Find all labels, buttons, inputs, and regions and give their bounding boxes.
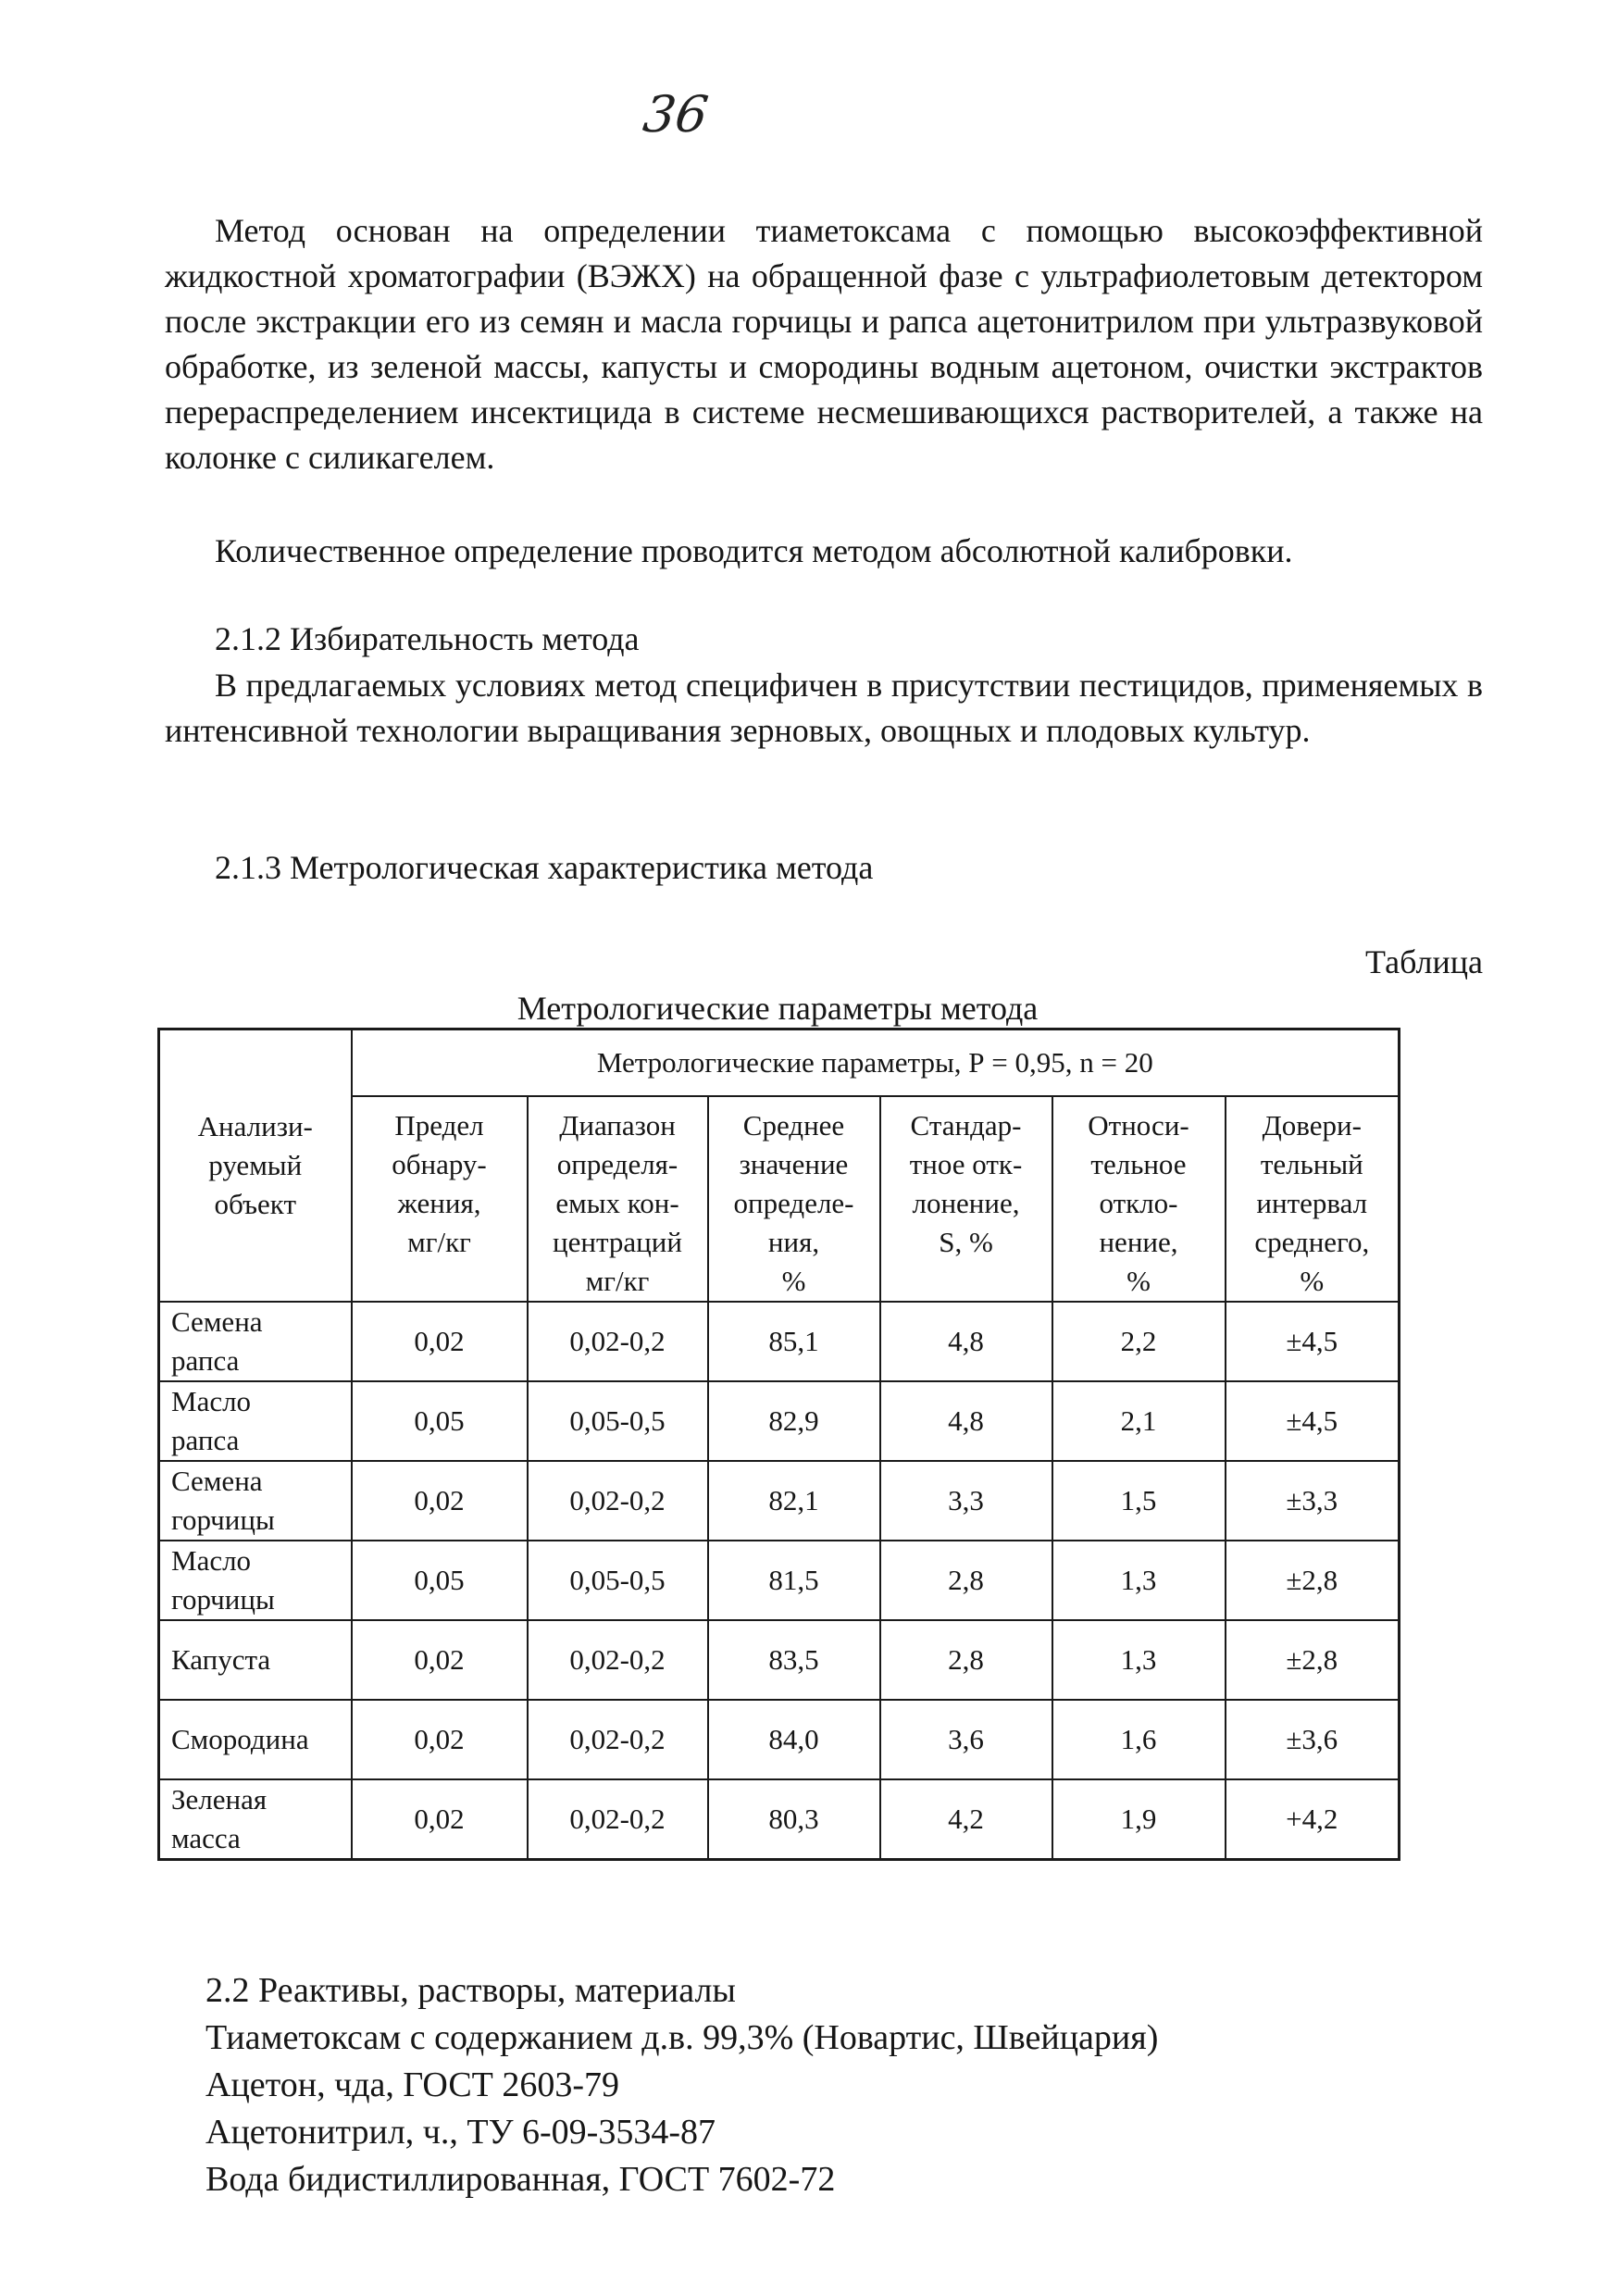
reagent-item: Ацетон, чда, ГОСТ 2603-79 [205,2065,620,2104]
value-cell: 0,02 [352,1779,528,1860]
reagents-heading: 2.2 Реактивы, растворы, материалы [205,1971,736,2010]
value-cell: 85,1 [708,1302,880,1381]
table-row [159,1381,1400,1461]
group-header: Метрологические параметры, Р = 0,95, n = 20 [352,1029,1400,1097]
value-cell: 84,0 [708,1700,880,1779]
value-cell: ±3,6 [1226,1700,1400,1779]
value-cell: 1,6 [1052,1700,1226,1779]
column-header: Довери- тельный интервал среднего, % [1226,1096,1400,1302]
object-column-header: Анализи- руемый объект [159,1029,352,1303]
reagents-section [205,1967,1158,2203]
table-row [159,1700,1400,1779]
value-cell: 1,9 [1052,1779,1226,1860]
value-cell: 0,02 [352,1700,528,1779]
metrology-heading: 2.1.3 Метрологическая характеристика метода [215,849,874,886]
value-cell: 0,05-0,5 [528,1381,708,1461]
value-cell: 0,05 [352,1541,528,1620]
object-cell: Капуста [159,1620,352,1700]
value-cell: ±4,5 [1226,1381,1400,1461]
value-cell: 82,1 [708,1461,880,1541]
object-cell: Семена рапса [159,1302,352,1381]
value-cell: 2,2 [1052,1302,1226,1381]
table-row [159,1461,1400,1541]
value-cell: 80,3 [708,1779,880,1860]
value-cell: ±2,8 [1226,1620,1400,1700]
column-header: Диапазон определя- емых кон- центраций мг/кг [528,1096,708,1302]
table-row [159,1779,1400,1860]
value-cell: 1,3 [1052,1620,1226,1700]
value-cell: 0,02-0,2 [528,1779,708,1860]
quantitative-paragraph: Количественное определение проводится методом абсолютной калибровки. [215,532,1293,569]
reagent-item: Ацетонитрил, ч., ТУ 6-09-3534-87 [205,2113,716,2152]
value-cell: 1,5 [1052,1461,1226,1541]
selectivity-paragraph: В предлагаемых условиях метод специфичен в присутствии пестицидов, применяемых в интенсивной технологии выращивания зерновых, овощных и плодовых культур. [165,667,1483,749]
value-cell: 0,02-0,2 [528,1620,708,1700]
table-row [159,1302,1400,1381]
value-cell: 0,02 [352,1620,528,1700]
table-row [159,1620,1400,1700]
method-basis-paragraph: Метод основан на определении тиаметоксама с помощью высокоэффективной жидкостной хроматографии (ВЭЖХ) на обращенной фазе с ультрафиолетовым детектором после экстракции его из семян и масла горчицы и рапса ацетонитрилом при ультразвуковой обработке, из зеленой массы, капусты и смородины водным ацетоном, очистки экстрактов перераспределением инсектицида в системе несмешивающихся растворителей, а также на колонке с силикагелем. [165,212,1483,476]
value-cell: 0,02-0,2 [528,1700,708,1779]
value-cell: 0,02-0,2 [528,1461,708,1541]
value-cell: +4,2 [1226,1779,1400,1860]
value-cell: 81,5 [708,1541,880,1620]
value-cell: 0,02 [352,1302,528,1381]
value-cell: 2,8 [880,1620,1052,1700]
table-title: Метрологические параметры метода [517,990,1039,1027]
value-cell: 2,1 [1052,1381,1226,1461]
value-cell: ±4,5 [1226,1302,1400,1381]
value-cell: 1,3 [1052,1541,1226,1620]
value-cell: 3,3 [880,1461,1052,1541]
column-header: Среднее значение определе- ния, % [708,1096,880,1302]
value-cell: ±3,3 [1226,1461,1400,1541]
object-cell: Масло рапса [159,1381,352,1461]
value-cell: 4,8 [880,1381,1052,1461]
value-cell: 3,6 [880,1700,1052,1779]
metrology-table [157,1028,1400,1861]
value-cell: ±2,8 [1226,1541,1400,1620]
value-cell: 0,05 [352,1381,528,1461]
object-cell: Зеленая масса [159,1779,352,1860]
object-cell: Масло горчицы [159,1541,352,1620]
table-label: Таблица [1365,943,1483,980]
reagent-item: Тиаметоксам с содержанием д.в. 99,3% (Новартис, Швейцария) [205,2018,1159,2057]
value-cell: 2,8 [880,1541,1052,1620]
value-cell: 0,02 [352,1461,528,1541]
column-header: Относи- тельное откло- нение, % [1052,1096,1226,1302]
value-cell: 4,2 [880,1779,1052,1860]
value-cell: 0,05-0,5 [528,1541,708,1620]
value-cell: 4,8 [880,1302,1052,1381]
table-row [159,1541,1400,1620]
selectivity-heading: 2.1.2 Избирательность метода [215,620,640,657]
column-header: Стандар- тное отк- лонение, S, % [880,1096,1052,1302]
value-cell: 0,02-0,2 [528,1302,708,1381]
value-cell: 82,9 [708,1381,880,1461]
object-cell: Семена горчицы [159,1461,352,1541]
page-number: 36 [640,85,712,144]
value-cell: 83,5 [708,1620,880,1700]
reagent-item: Вода бидистиллированная, ГОСТ 7602-72 [205,2160,836,2199]
column-header: Предел обнару- жения, мг/кг [352,1096,528,1302]
object-cell: Смородина [159,1700,352,1779]
